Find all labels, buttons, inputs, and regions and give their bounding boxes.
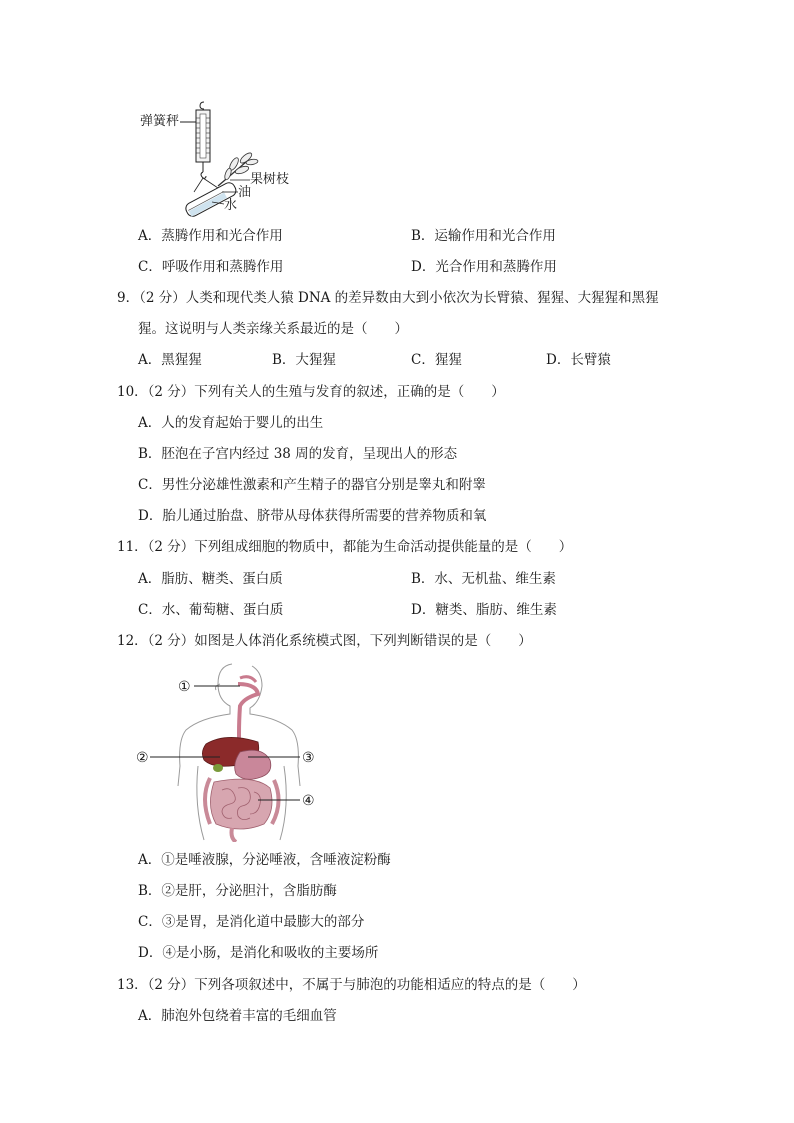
fig12-label-2: ② [136,750,149,766]
fig12-label-1: ① [178,679,191,695]
fig12-label-3: ③ [302,750,315,766]
q9-option-d[interactable]: D．长臂猿 [546,352,611,368]
q8-option-b[interactable]: B．运输作用和光合作用 [411,228,556,244]
q12-option-a[interactable]: A．①是唾液腺，分泌唾液，含唾液淀粉酶 [138,852,391,868]
figure-digestive-system [134,656,334,842]
q9-stem-line1: 9．（2 分）人类和现代类人猿 DNA 的差异数由大到小依次为长臂猿、猩猩、大猩猩和黑猩 [117,290,659,306]
q12-option-d[interactable]: D．④是小肠，是消化和吸收的主要场所 [138,945,379,961]
water-label: 水 [224,198,238,213]
fig12-label-4: ④ [302,793,315,809]
q9-stem-line2: 猩。这说明与人类亲缘关系最近的是（ ） [138,321,408,337]
digestive-system-diagram [134,656,334,842]
q10-option-d[interactable]: D．胎儿通过胎盘、脐带从母体获得所需要的营养物质和氧 [138,508,487,524]
q10-option-b[interactable]: B．胚泡在子宫内经过 38 周的发育，呈现出人的形态 [138,446,458,462]
q10-option-c[interactable]: C．男性分泌雄性激素和产生精子的器官分别是睾丸和附睾 [138,477,486,493]
q11-option-c[interactable]: C．水、葡萄糖、蛋白质 [138,602,284,618]
q8-option-c[interactable]: C．呼吸作用和蒸腾作用 [138,259,284,275]
spring-scale-label: 弹簧秤 [140,114,180,129]
q8-option-a[interactable]: A．蒸腾作用和光合作用 [138,228,283,244]
figure-spring-scale [138,100,298,218]
q12-stem: 12．（2 分）如图是人体消化系统模式图，下列判断错误的是（ ） [117,633,532,649]
branch-label: 果树枝 [250,172,290,187]
q10-option-a[interactable]: A．人的发育起始于婴儿的出生 [138,415,324,431]
q12-option-b[interactable]: B．②是肝，分泌胆汁，含脂肪酶 [138,883,337,899]
q13-stem: 13．（2 分）下列各项叙述中，不属于与肺泡的功能相适应的特点的是（ ） [117,977,586,993]
q10-stem: 10．（2 分）下列有关人的生殖与发育的叙述，正确的是（ ） [117,384,505,400]
q9-option-b[interactable]: B．大猩猩 [272,352,336,368]
oil-label: 油 [238,185,252,200]
q11-option-b[interactable]: B．水、无机盐、维生素 [411,571,556,587]
q13-option-a[interactable]: A．肺泡外包绕着丰富的毛细血管 [138,1008,337,1024]
q11-stem: 11．（2 分）下列组成细胞的物质中，都能为生命活动提供能量的是（ ） [117,539,573,555]
q9-option-a[interactable]: A．黑猩猩 [138,352,202,368]
q11-option-a[interactable]: A．脂肪、糖类、蛋白质 [138,571,283,587]
q12-option-c[interactable]: C．③是胃，是消化道中最膨大的部分 [138,914,365,930]
q8-option-d[interactable]: D．光合作用和蒸腾作用 [411,259,557,275]
q9-option-c[interactable]: C．猩猩 [411,352,462,368]
q11-option-d[interactable]: D．糖类、脂肪、维生素 [411,602,557,618]
